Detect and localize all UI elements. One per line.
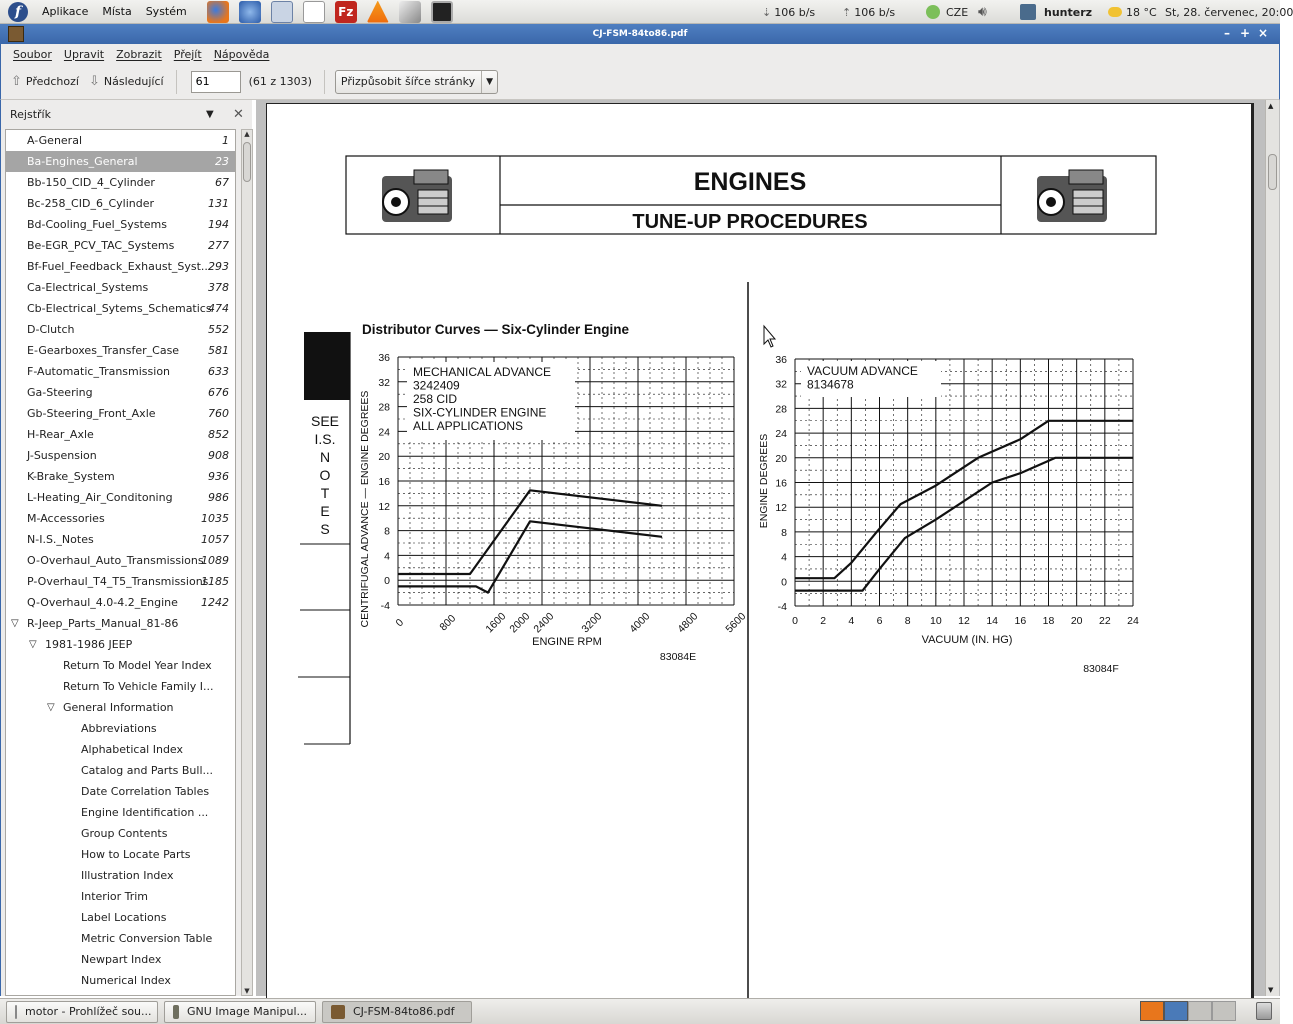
calculator-icon[interactable] bbox=[271, 1, 293, 23]
chevron-down-icon[interactable]: ▼ bbox=[206, 108, 214, 120]
menu-edit[interactable]: Upravit bbox=[63, 47, 105, 61]
scrollbar-thumb[interactable] bbox=[243, 142, 251, 182]
menu-applications[interactable]: Aplikace bbox=[42, 5, 89, 18]
outline-item[interactable] bbox=[6, 739, 235, 760]
engine-illustration-right bbox=[1037, 170, 1107, 222]
pdf-viewer-icon bbox=[331, 1005, 345, 1019]
scroll-up-icon[interactable]: ▲ bbox=[1268, 102, 1274, 110]
update-status-icon[interactable] bbox=[926, 5, 940, 19]
outline-item[interactable] bbox=[6, 802, 235, 823]
outline-item-label: Ca-Electrical_Systems bbox=[27, 281, 149, 294]
keyboard-layout-label[interactable]: CZE bbox=[946, 5, 969, 19]
arrow-up-icon: ⇧ bbox=[11, 74, 22, 89]
outline-item-page: 760 bbox=[208, 407, 229, 420]
outline-item[interactable] bbox=[6, 760, 235, 781]
scrollbar-thumb[interactable] bbox=[1268, 154, 1277, 190]
workspace-1[interactable] bbox=[1140, 1001, 1164, 1021]
chart-label-line: MECHANICAL ADVANCE bbox=[413, 365, 552, 379]
outline-item[interactable] bbox=[6, 361, 235, 382]
chart-label-line: ALL APPLICATIONS bbox=[413, 419, 524, 433]
task-gimp[interactable] bbox=[164, 1001, 316, 1023]
outline-item[interactable] bbox=[6, 529, 235, 550]
x-tick-label: 6 bbox=[876, 615, 883, 627]
outline-item-page: 1035 bbox=[201, 512, 229, 525]
y-tick-label: -4 bbox=[380, 600, 390, 612]
outline-item[interactable] bbox=[6, 382, 235, 403]
outline-item-label: Interior Trim bbox=[81, 890, 149, 903]
outline-item[interactable] bbox=[6, 676, 235, 697]
outline-item[interactable] bbox=[6, 571, 235, 592]
x-tick-label: 16 bbox=[1014, 615, 1027, 627]
x-tick-label: 1600 bbox=[483, 610, 509, 636]
y-axis-label: CENTRIFUGAL ADVANCE — ENGINE DEGREES bbox=[359, 390, 371, 628]
outline-item[interactable] bbox=[6, 907, 235, 928]
document-icon bbox=[15, 1005, 17, 1019]
taskbar bbox=[0, 998, 1280, 1024]
mouse-cursor-icon bbox=[764, 326, 775, 347]
outline-item-label: Gb-Steering_Front_Axle bbox=[27, 407, 156, 420]
outline-tree[interactable] bbox=[5, 129, 236, 996]
outline-item[interactable] bbox=[6, 928, 235, 949]
image-viewer-icon[interactable] bbox=[399, 1, 421, 23]
task-label: GNU Image Manipul... bbox=[186, 1005, 307, 1018]
workspace-2[interactable] bbox=[1164, 1001, 1188, 1021]
task-pdf-viewer[interactable] bbox=[322, 1001, 472, 1023]
outline-item[interactable] bbox=[6, 340, 235, 361]
chart-label-line: 8134678 bbox=[807, 377, 854, 392]
close-sidebar-icon[interactable]: ✕ bbox=[233, 106, 244, 122]
outline-item[interactable] bbox=[6, 277, 235, 298]
zoom-label: Přizpůsobit šířce stránky bbox=[340, 75, 476, 88]
outline-item[interactable] bbox=[6, 193, 235, 214]
side-note-text: S bbox=[320, 521, 330, 537]
network-icon: ⇣ bbox=[762, 5, 772, 19]
outline-item-label: Label Locations bbox=[81, 911, 167, 924]
task-text-viewer[interactable] bbox=[6, 1001, 158, 1023]
outline-item-label: General Information bbox=[63, 701, 174, 714]
outline-item[interactable] bbox=[6, 844, 235, 865]
menubar bbox=[0, 44, 1280, 64]
outline-item-label: Group Contents bbox=[81, 827, 168, 840]
outline-item-label: L-Heating_Air_Conditoning bbox=[27, 491, 173, 504]
outline-item-label: D-Clutch bbox=[27, 323, 75, 336]
menu-file[interactable]: Soubor bbox=[13, 47, 52, 61]
sidebar bbox=[0, 100, 252, 996]
expander-triangle-icon[interactable]: ▽ bbox=[29, 639, 37, 650]
upload-arrow-icon: ⇡ bbox=[842, 5, 852, 19]
chart-label-line: SIX-CYLINDER ENGINE bbox=[413, 405, 547, 420]
outline-item[interactable] bbox=[6, 130, 235, 151]
temperature-label: 18 °C bbox=[1126, 5, 1157, 19]
outline-item-page: 1185 bbox=[201, 575, 229, 588]
task-label: CJ-FSM-84to86.pdf bbox=[353, 1005, 455, 1018]
outline-item-label: E-Gearboxes_Transfer_Case bbox=[27, 344, 180, 357]
page-content bbox=[267, 104, 1255, 1004]
outline-item[interactable] bbox=[6, 424, 235, 445]
outline-item-label: Bd-Cooling_Fuel_Systems bbox=[27, 218, 167, 231]
outline-item-page: 1057 bbox=[201, 533, 229, 546]
net-up bbox=[842, 0, 895, 24]
thunderbird-icon[interactable] bbox=[239, 1, 261, 23]
outline-item-label: Bb-150_CID_4_Cylinder bbox=[27, 176, 155, 189]
fedora-logo-icon[interactable]: f bbox=[8, 2, 28, 22]
outline-item[interactable] bbox=[6, 970, 235, 991]
y-tick-label: 36 bbox=[775, 354, 787, 366]
x-axis-label: VACUUM (IN. HG) bbox=[921, 634, 1013, 646]
outline-item-page: 986 bbox=[208, 491, 229, 504]
outline-item[interactable] bbox=[6, 634, 235, 655]
outline-item-label: Q-Overhaul_4.0-4.2_Engine bbox=[27, 596, 178, 609]
outline-item-label: Ga-Steering bbox=[27, 386, 93, 399]
outline-item-label: N-I.S._Notes bbox=[27, 533, 94, 546]
outline-item-label: 1981-1986 JEEP bbox=[45, 638, 133, 651]
outline-item-label: How to Locate Parts bbox=[81, 848, 191, 861]
outline-item-label: P-Overhaul_T4_T5_Transmissions bbox=[27, 575, 209, 588]
pdf-page bbox=[266, 103, 1254, 1003]
outline-item[interactable] bbox=[6, 487, 235, 508]
toolbar bbox=[0, 64, 1280, 100]
y-tick-label: 4 bbox=[781, 551, 787, 564]
y-tick-label: 0 bbox=[781, 576, 787, 589]
y-tick-label: 36 bbox=[378, 352, 390, 364]
maximize-button[interactable]: + bbox=[1239, 26, 1251, 40]
text-editor-icon[interactable] bbox=[303, 1, 325, 23]
y-axis-label: ENGINE DEGREES bbox=[758, 433, 770, 529]
x-tick-label: 800 bbox=[437, 612, 459, 634]
outline-item[interactable] bbox=[6, 256, 235, 277]
y-tick-label: 24 bbox=[775, 428, 787, 441]
x-tick-label: 4800 bbox=[675, 610, 701, 636]
window-app-icon[interactable] bbox=[8, 26, 24, 42]
x-tick-label: 20 bbox=[1070, 615, 1083, 627]
side-note-text: O bbox=[319, 467, 331, 483]
page-count: (61 z 1303) bbox=[248, 75, 312, 88]
outline-item[interactable] bbox=[6, 718, 235, 739]
menu-system[interactable]: Systém bbox=[145, 5, 187, 18]
document-view[interactable] bbox=[256, 100, 1280, 996]
x-tick-label: 14 bbox=[986, 615, 999, 627]
outline-item-label: Ba-Engines_General bbox=[27, 155, 138, 168]
weather-icon bbox=[1108, 7, 1122, 17]
right-chart-ref: 83084F bbox=[1083, 663, 1119, 675]
black-tab-marker bbox=[304, 332, 350, 400]
workspace-3[interactable] bbox=[1188, 1001, 1212, 1021]
x-tick-label: 4 bbox=[848, 615, 855, 627]
outline-item-page: 1089 bbox=[201, 554, 229, 567]
outline-item-page: 194 bbox=[208, 218, 229, 231]
outline-item-page: 1 bbox=[222, 134, 229, 147]
next-label: Následující bbox=[103, 75, 164, 88]
clock[interactable] bbox=[1165, 0, 1293, 24]
menu-go[interactable]: Přejít bbox=[173, 47, 202, 61]
y-tick-label: 4 bbox=[384, 550, 390, 563]
outline-item-page: 908 bbox=[208, 449, 229, 462]
outline-item[interactable] bbox=[6, 151, 235, 172]
outline-item[interactable] bbox=[6, 508, 235, 529]
y-tick-label: 12 bbox=[775, 502, 787, 515]
outline-item-label: Engine Identification ... bbox=[81, 806, 209, 819]
sidebar-header bbox=[1, 100, 252, 128]
outline-item[interactable] bbox=[6, 949, 235, 970]
y-tick-label: 32 bbox=[378, 376, 390, 389]
outline-item-page: 67 bbox=[215, 176, 229, 189]
outline-item[interactable] bbox=[6, 781, 235, 802]
outline-item-page: 552 bbox=[208, 323, 229, 336]
outline-item[interactable] bbox=[6, 886, 235, 907]
outline-item-page: 936 bbox=[208, 470, 229, 483]
y-tick-label: 0 bbox=[384, 575, 390, 588]
toolbar-separator bbox=[324, 70, 325, 94]
x-tick-label: 18 bbox=[1042, 615, 1055, 627]
side-note-text: N bbox=[319, 449, 331, 465]
outline-item-page: 131 bbox=[208, 197, 229, 210]
x-tick-label: 3200 bbox=[579, 610, 605, 636]
y-tick-label: 8 bbox=[781, 526, 787, 539]
header-subtitle: TUNE-UP PROCEDURES bbox=[632, 211, 868, 233]
previous-page-button[interactable] bbox=[11, 74, 79, 89]
mechanical-advance-chart bbox=[359, 352, 748, 648]
sidebar-scrollbar[interactable] bbox=[241, 129, 253, 996]
net-down-value: 106 b/s bbox=[774, 5, 816, 19]
outline-item-page: 23 bbox=[215, 155, 229, 168]
outline-item[interactable] bbox=[6, 172, 235, 193]
terminal-icon[interactable] bbox=[431, 1, 453, 23]
outline-item[interactable] bbox=[6, 403, 235, 424]
outline-item-label: Cb-Electrical_Sytems_Schematics bbox=[27, 302, 212, 315]
clock-label[interactable]: St, 28. červenec, 20:00 bbox=[1165, 5, 1293, 19]
outline-item-label: J-Suspension bbox=[27, 449, 97, 462]
chevron-down-icon: ▼ bbox=[481, 71, 497, 93]
x-tick-label: 12 bbox=[958, 615, 970, 627]
outline-item-label: Return To Vehicle Family I... bbox=[63, 680, 214, 693]
outline-item-label: Illustration Index bbox=[81, 869, 174, 882]
y-tick-label: 20 bbox=[378, 451, 390, 464]
outline-item-page: 378 bbox=[208, 281, 229, 294]
outline-item-label: Numerical Index bbox=[81, 974, 171, 987]
outline-item-label: Alphabetical Index bbox=[81, 743, 184, 756]
engine-illustration-left bbox=[382, 170, 452, 222]
zoom-select[interactable] bbox=[335, 70, 498, 94]
outline-item[interactable] bbox=[6, 466, 235, 487]
page-header bbox=[346, 156, 1156, 234]
y-tick-label: 12 bbox=[378, 500, 390, 513]
outline-item[interactable] bbox=[6, 655, 235, 676]
outline-item-label: H-Rear_Axle bbox=[27, 428, 94, 441]
y-tick-label: 8 bbox=[384, 525, 390, 538]
top-panel bbox=[0, 0, 1293, 24]
outline-item-label: Date Correlation Tables bbox=[81, 785, 210, 798]
outline-item-label: Metric Conversion Table bbox=[81, 932, 213, 945]
menu-help[interactable]: Nápověda bbox=[213, 47, 270, 61]
chart-label-line: 3242409 bbox=[413, 378, 460, 393]
x-axis-label: ENGINE RPM bbox=[532, 636, 602, 648]
outline-item-label: R-Jeep_Parts_Manual_81-86 bbox=[27, 617, 179, 630]
y-tick-label: -4 bbox=[777, 601, 787, 613]
y-tick-label: 28 bbox=[775, 403, 787, 416]
keyboard-layout[interactable] bbox=[926, 0, 968, 24]
outline-item-label: M-Accessories bbox=[27, 512, 105, 525]
chart-label-line: 258 CID bbox=[413, 392, 458, 406]
y-tick-label: 24 bbox=[378, 426, 390, 439]
outline-item-label: Be-EGR_PCV_TAC_Systems bbox=[27, 239, 175, 252]
scroll-up-icon[interactable]: ▲ bbox=[244, 130, 250, 138]
outline-item-page: 581 bbox=[208, 344, 229, 357]
header-title: ENGINES bbox=[693, 168, 807, 196]
side-note-text: I.S. bbox=[314, 431, 336, 447]
y-tick-label: 32 bbox=[775, 378, 787, 391]
menu-view[interactable]: Zobrazit bbox=[116, 47, 162, 61]
toolbar-separator bbox=[176, 70, 177, 94]
weather[interactable] bbox=[1108, 0, 1157, 24]
y-tick-label: 20 bbox=[775, 452, 787, 465]
workspace-4[interactable] bbox=[1212, 1001, 1236, 1021]
user-switcher[interactable] bbox=[1020, 0, 1092, 24]
outline-item-page: 474 bbox=[208, 302, 229, 315]
outline-item-label: Bf-Fuel_Feedback_Exhaust_Syst... bbox=[27, 260, 212, 273]
outline-item[interactable] bbox=[6, 865, 235, 886]
network-monitor[interactable] bbox=[762, 0, 815, 24]
chart-label-line: VACUUM ADVANCE bbox=[807, 364, 918, 378]
firefox-icon[interactable] bbox=[207, 1, 229, 23]
side-note-text: E bbox=[320, 503, 330, 519]
minimize-button[interactable]: – bbox=[1224, 26, 1230, 40]
outline-item-label: O-Overhaul_Auto_Transmissions bbox=[27, 554, 204, 567]
vlc-icon[interactable] bbox=[367, 1, 389, 23]
x-tick-label: 8 bbox=[904, 615, 911, 627]
outline-item[interactable] bbox=[6, 592, 235, 613]
previous-label: Předchozí bbox=[25, 75, 79, 88]
outline-item-label: A-General bbox=[27, 134, 83, 147]
x-tick-label: 0 bbox=[393, 616, 407, 630]
x-tick-label: 2 bbox=[820, 615, 827, 627]
x-tick-label: 24 bbox=[1127, 615, 1139, 627]
x-tick-label: 2400 bbox=[531, 610, 557, 636]
left-chart-ref: 83084E bbox=[659, 651, 697, 663]
window-title: CJ-FSM-84to86.pdf bbox=[592, 29, 688, 39]
window-titlebar[interactable] bbox=[0, 24, 1280, 44]
x-tick-label: 0 bbox=[792, 615, 798, 627]
y-tick-label: 16 bbox=[378, 476, 390, 488]
outline-item-label: Newpart Index bbox=[81, 953, 162, 966]
scroll-down-icon[interactable]: ▼ bbox=[244, 987, 250, 995]
outline-item-label: Catalog and Parts Bull... bbox=[81, 764, 213, 777]
outline-item-page: 633 bbox=[208, 365, 229, 378]
task-label: motor - Prohlížeč sou... bbox=[25, 1005, 152, 1018]
filezilla-icon[interactable]: Fz bbox=[335, 1, 357, 23]
outline-item[interactable] bbox=[6, 214, 235, 235]
close-button[interactable]: × bbox=[1257, 26, 1269, 40]
x-tick-label: 22 bbox=[1098, 615, 1111, 627]
outline-item[interactable] bbox=[6, 697, 235, 718]
arrow-down-icon: ⇩ bbox=[88, 74, 100, 89]
scroll-down-icon[interactable]: ▼ bbox=[1268, 986, 1274, 994]
x-tick-label: 2000 bbox=[507, 610, 533, 636]
outline-item[interactable] bbox=[6, 319, 235, 340]
trash-icon[interactable] bbox=[1256, 1002, 1272, 1020]
volume-icon[interactable]: 🔊︎ bbox=[978, 4, 987, 20]
y-tick-label: 28 bbox=[378, 401, 390, 414]
gimp-icon bbox=[173, 1005, 179, 1019]
workspace-switcher[interactable] bbox=[1140, 1001, 1236, 1021]
section-title: Distributor Curves — Six-Cylinder Engine bbox=[362, 322, 630, 337]
next-page-button[interactable] bbox=[89, 74, 164, 89]
side-note-text: SEE bbox=[310, 413, 340, 429]
outline-item[interactable] bbox=[6, 298, 235, 319]
y-tick-label: 16 bbox=[775, 477, 787, 490]
page-number-input[interactable] bbox=[191, 71, 241, 93]
outline-item[interactable] bbox=[6, 445, 235, 466]
vacuum-advance-chart bbox=[758, 354, 1139, 646]
outline-item-label: F-Automatic_Transmission bbox=[27, 365, 171, 378]
side-note bbox=[311, 413, 339, 537]
net-up-value: 106 b/s bbox=[854, 5, 896, 19]
side-note-text: T bbox=[320, 485, 330, 501]
x-tick-label: 4000 bbox=[627, 610, 653, 636]
outline-item-page: 1242 bbox=[201, 596, 229, 609]
x-tick-label: 5600 bbox=[723, 610, 749, 636]
series-line-2 bbox=[398, 521, 662, 592]
outline-item-label: K-Brake_System bbox=[27, 470, 115, 483]
expander-triangle-icon[interactable]: ▽ bbox=[11, 618, 19, 629]
outline-item-page: 277 bbox=[208, 239, 229, 252]
sidebar-title[interactable]: Rejstřík bbox=[10, 107, 51, 121]
x-tick-label: 10 bbox=[929, 615, 942, 627]
outline-item-page: 852 bbox=[208, 428, 229, 441]
outline-item[interactable] bbox=[6, 550, 235, 571]
outline-item-label: Abbreviations bbox=[81, 722, 157, 735]
outline-item-page: 293 bbox=[208, 260, 229, 273]
outline-item-label: Return To Model Year Index bbox=[63, 659, 212, 672]
outline-item[interactable] bbox=[6, 613, 235, 634]
outline-item[interactable] bbox=[6, 823, 235, 844]
menu-places[interactable]: Místa bbox=[102, 5, 132, 18]
outline-item-page: 676 bbox=[208, 386, 229, 399]
outline-item-label: Bc-258_CID_6_Cylinder bbox=[27, 197, 154, 210]
username-label[interactable]: hunterz bbox=[1044, 5, 1093, 19]
user-avatar-icon bbox=[1020, 4, 1036, 20]
outline-item[interactable] bbox=[6, 235, 235, 256]
expander-triangle-icon[interactable]: ▽ bbox=[47, 702, 55, 713]
document-scrollbar[interactable] bbox=[1265, 100, 1279, 996]
